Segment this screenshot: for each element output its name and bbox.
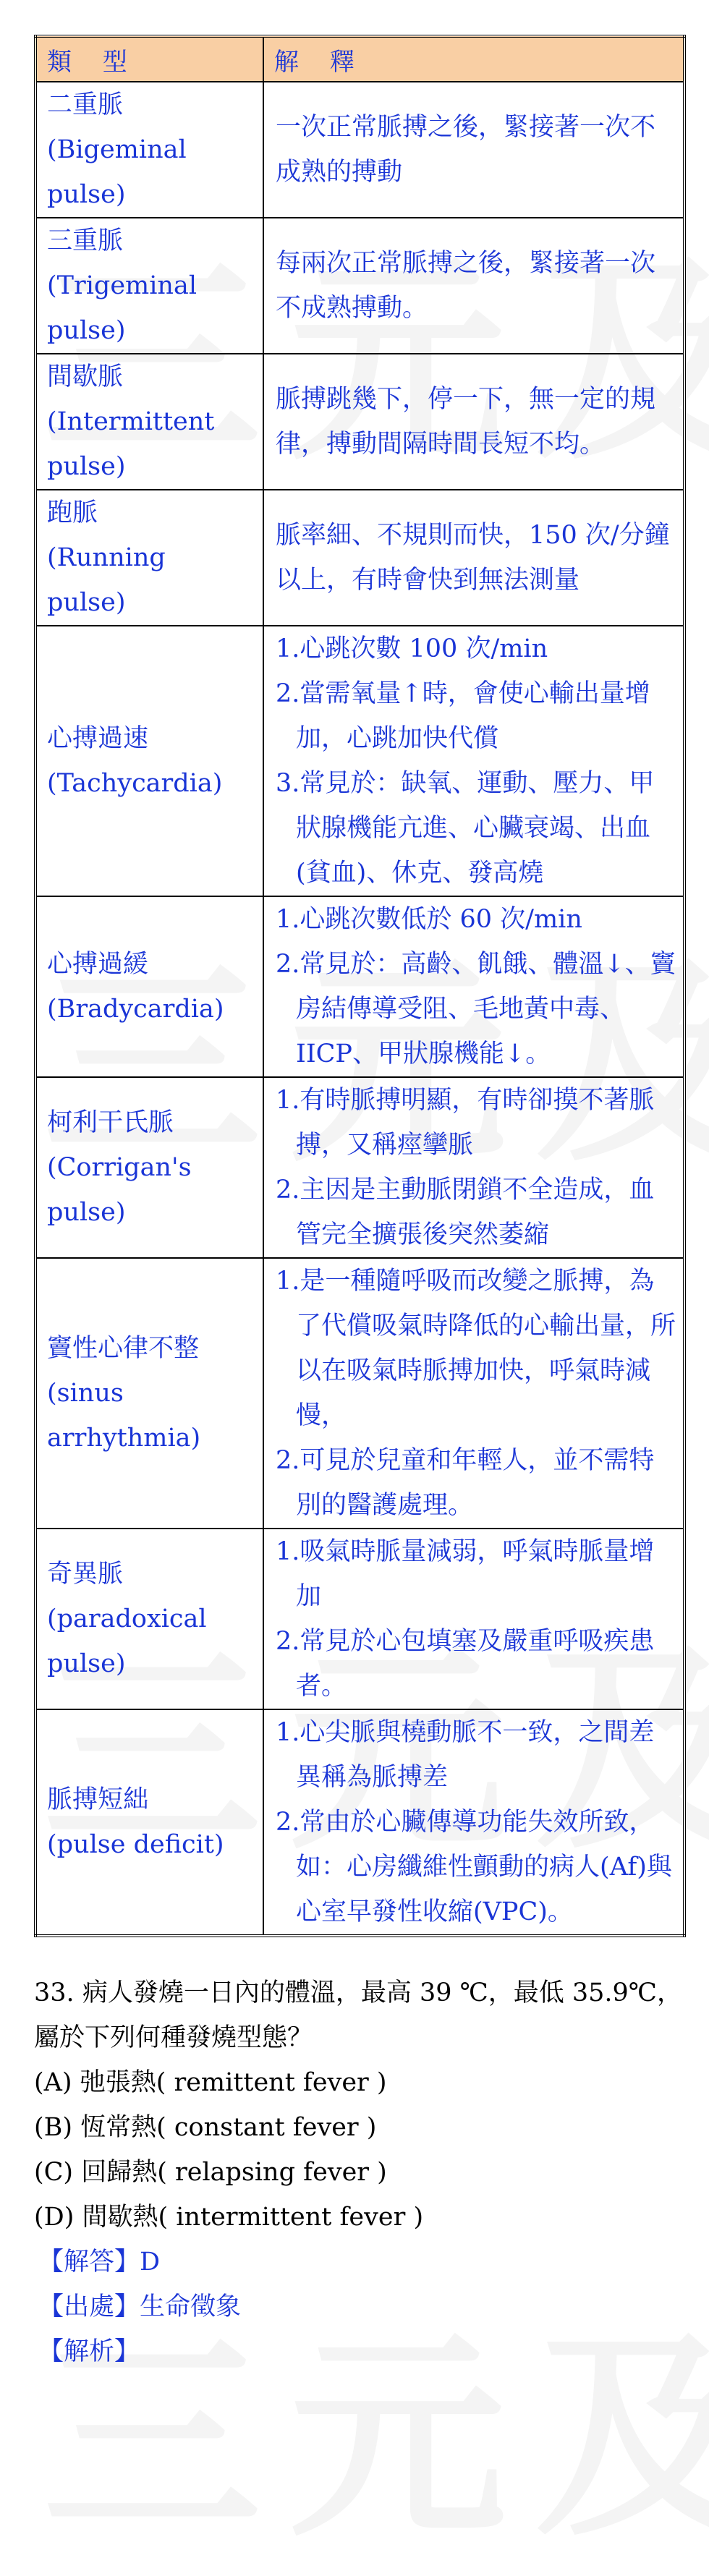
source-line-label: 【出處】: [38, 2292, 140, 2321]
pulse-type-line: pulse): [47, 1649, 126, 1678]
pulse-type-line: pulse): [47, 588, 126, 617]
pulse-type-cell: [35, 1077, 263, 1258]
table-row: [35, 490, 684, 626]
pulse-type-line: arrhythmia): [47, 1424, 201, 1453]
description-item: 1.是一種隨呼吸而改變之脈搏，為了代償吸氣時降低的心輸出量，所以在吸氣時脈搏加快，呼氣時減慢，: [276, 1267, 676, 1430]
pulse-type-line: (Running: [47, 543, 166, 572]
pulse-description-cell: [263, 626, 684, 896]
table-row: [35, 218, 684, 354]
source-line: [34, 2284, 685, 2329]
pulse-description-cell: [263, 1529, 684, 1709]
description-item: 2.可見於兒童和年輕人，並不需特別的醫護處理。: [276, 1446, 655, 1520]
pulse-type-line: 脈搏短絀: [47, 1785, 149, 1814]
pulse-type-line: (pulse deficit): [47, 1830, 224, 1859]
pulse-type-cell: [35, 1709, 263, 1936]
pulse-type-cell: [35, 218, 263, 354]
question-33: [34, 1971, 685, 2374]
description-item: 1.吸氣時脈量減弱，呼氣時脈量增加: [276, 1537, 655, 1611]
description-item: 2.常見於：高齡、飢餓、體溫↓、竇房結傳導受阻、毛地黃中毒、IICP、甲狀腺機能↓。: [276, 950, 676, 1068]
description-item: 2.常由於心臟傳導功能失效所致，如：心房纖維性顫動的病人(Af)與心室早發性收縮(VPC)。: [276, 1808, 672, 1926]
description-item: 3.常見於：缺氧、運動、壓力、甲狀腺機能亢進、心臟衰竭、出血(貧血)、休克、發高燒: [276, 769, 655, 888]
pulse-type-line: (Bradycardia): [47, 995, 224, 1024]
description-item: 1.有時脈搏明顯，有時卻摸不著脈搏，又稱痙攣脈: [276, 1086, 655, 1160]
pulse-type-line: (Corrigan's: [47, 1153, 192, 1182]
source-line-value: 生命徵象: [140, 2292, 242, 2321]
pulse-type-line: 奇異脈: [47, 1560, 124, 1589]
table-header-row: [35, 36, 684, 82]
pulse-type-line: (Intermittent: [47, 407, 215, 436]
table-body: [35, 82, 684, 1936]
answer-line-label: 【解答】: [38, 2248, 140, 2277]
description-item: 1.心跳次數低於 60 次/min: [276, 905, 582, 934]
option-c: (C) 回歸熱( relapsing fever ): [34, 2158, 387, 2187]
pulse-type-line: pulse): [47, 452, 126, 481]
option-d: (D) 間歇熱( intermittent fever ): [34, 2203, 424, 2232]
description-text: 脈率細、不規則而快，150 次/分鐘以上，有時會快到無法測量: [276, 521, 670, 595]
header-description: 解 釋: [263, 36, 684, 82]
pulse-type-line: pulse): [47, 180, 126, 209]
pulse-type-cell: [35, 896, 263, 1077]
pulse-type-line: 跑脈: [47, 498, 98, 527]
question-number: 33.: [34, 1978, 75, 2007]
analysis-line-label: 【解析】: [38, 2337, 140, 2366]
pulse-description-cell: [263, 1258, 684, 1529]
pulse-type-line: (paradoxical: [47, 1604, 207, 1633]
description-item: 1.心尖脈與橈動脈不一致，之間差異稱為脈搏差: [276, 1718, 655, 1792]
pulse-type-line: (sinus: [47, 1379, 124, 1408]
description-text: 一次正常脈搏之後，緊接著一次不成熟的搏動: [276, 113, 656, 187]
pulse-description-cell: [263, 1709, 684, 1936]
table-row: [35, 1258, 684, 1529]
description-item: 2.常見於心包填塞及嚴重呼吸疾患者。: [276, 1627, 655, 1701]
description-text: 脈搏跳幾下，停一下，無一定的規律，搏動間隔時間長短不均。: [276, 385, 656, 459]
pulse-type-line: 心搏過速: [47, 724, 149, 753]
pulse-description-cell: [263, 1077, 684, 1258]
pulse-type-cell: [35, 626, 263, 896]
pulse-type-line: 間歇脈: [47, 362, 124, 391]
description-text: 每兩次正常脈搏之後，緊接著一次不成熟搏動。: [276, 249, 656, 323]
analysis-line: [34, 2329, 685, 2374]
pulse-type-cell: [35, 82, 263, 218]
description-item: 2.主因是主動脈閉鎖不全造成，血管完全擴張後突然萎縮: [276, 1176, 655, 1249]
pulse-type-cell: [35, 490, 263, 626]
pulse-type-line: (Tachycardia): [47, 769, 223, 798]
pulse-type-line: 二重脈: [47, 90, 124, 119]
pulse-type-line: pulse): [47, 316, 126, 345]
table-row: [35, 1077, 684, 1258]
pulse-type-cell: [35, 1529, 263, 1709]
pulse-description-cell: [263, 218, 684, 354]
table-row: [35, 896, 684, 1077]
description-item: 2.當需氧量↑時，會使心輸出量增加，心跳加快代償: [276, 679, 650, 753]
pulse-description-cell: [263, 354, 684, 490]
pulse-type-line: (Bigeminal: [47, 135, 187, 164]
pulse-type-table: [34, 35, 686, 1937]
header-type: 類 型: [35, 36, 263, 82]
pulse-description-cell: [263, 490, 684, 626]
pulse-type-line: pulse): [47, 1198, 126, 1227]
table-row: [35, 82, 684, 218]
pulse-description-cell: [263, 896, 684, 1077]
question-text: [34, 1971, 685, 2060]
pulse-type-line: (Trigeminal: [47, 271, 198, 300]
question-body: 病人發燒一日內的體溫，最高 39 ℃，最低 35.9℃，屬於下列何種發燒型態？: [34, 1978, 682, 2052]
option-a: (A) 弛張熱( remittent fever ): [34, 2068, 387, 2097]
answer-line: [34, 2240, 685, 2284]
table-row: [35, 354, 684, 490]
pulse-description-cell: [263, 82, 684, 218]
table-row: [35, 1529, 684, 1709]
answer-line-value: D: [140, 2248, 161, 2277]
table-row: [35, 626, 684, 896]
option-b: (B) 恆常熱( constant fever ): [34, 2113, 377, 2142]
pulse-type-cell: [35, 354, 263, 490]
pulse-type-line: 竇性心律不整: [47, 1334, 200, 1363]
pulse-type-cell: [35, 1258, 263, 1529]
pulse-type-line: 三重脈: [47, 226, 124, 255]
pulse-type-line: 心搏過緩: [47, 950, 149, 979]
pulse-type-line: 柯利干氏脈: [47, 1108, 174, 1137]
description-item: 1.心跳次數 100 次/min: [276, 634, 548, 663]
table-row: [35, 1709, 684, 1936]
